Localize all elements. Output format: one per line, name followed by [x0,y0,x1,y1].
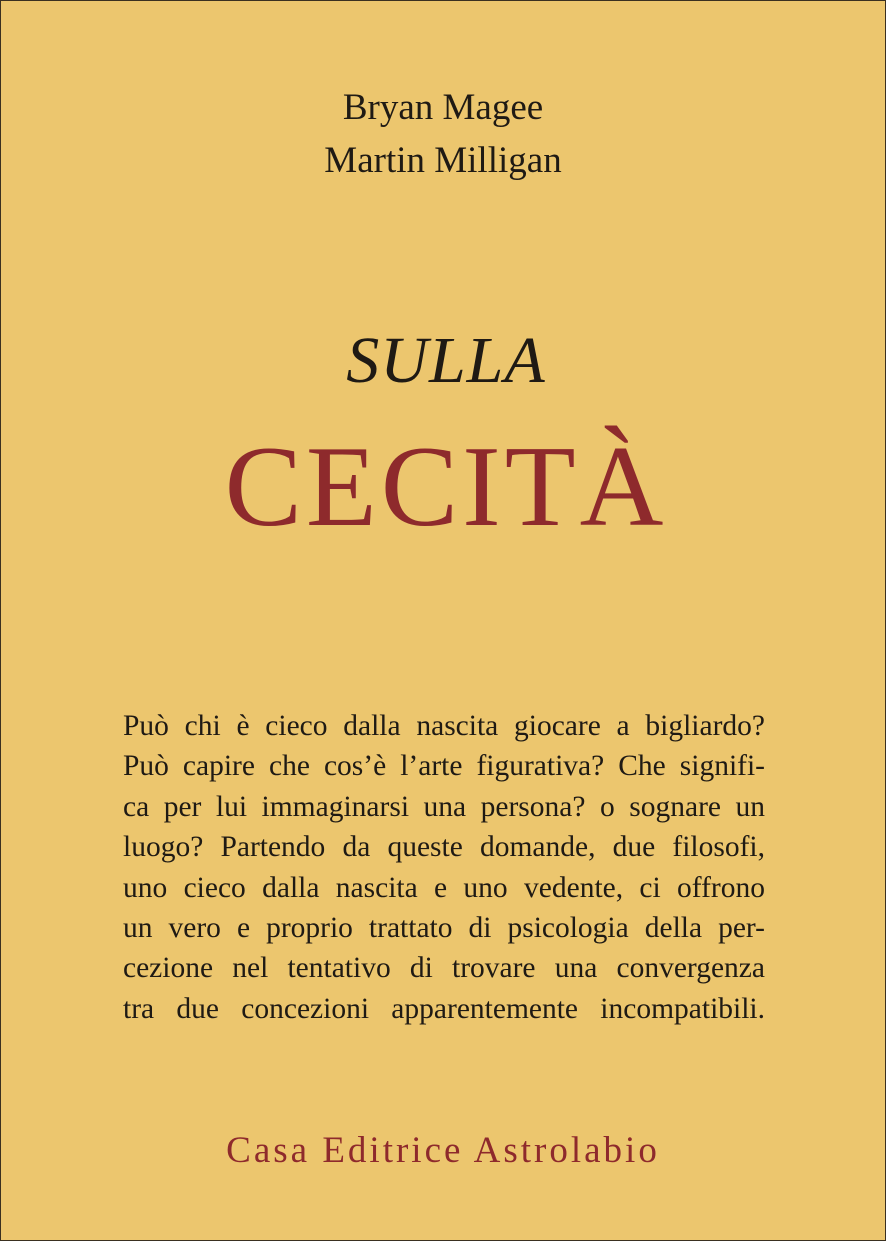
blurb-line: Può chi è cieco dalla nascita giocare a bigliardo? [123,710,765,742]
blurb-line: luogo? Partendo da queste domande, due filosofi, [123,831,765,864]
title-line-1: SULLA [346,324,546,397]
blurb-line: uno cieco dalla nascita e uno vedente, ci offrono [123,871,765,904]
author-name: Martin Milligan [324,140,562,181]
blurb-line: ca per lui immaginarsi una persona? o sognare un [123,790,765,823]
blurb-line: un vero e proprio trattato di psicologia della per- [123,911,765,944]
author-name: Bryan Magee [342,87,544,128]
title-line-2: CECITÀ [224,423,668,551]
blurb-line: Può capire che cos’è l’arte figurativa? Che signifi- [123,750,765,783]
blurb-line: cezione nel tentativo di trovare una convergenza [123,952,765,985]
blurb-line: tra due concezioni apparentemente incompatibili. [123,992,765,1025]
author-block [1,81,885,187]
publisher-name: Casa Editrice Astrolabio [226,1130,660,1171]
blurb-paragraph [123,706,765,1029]
